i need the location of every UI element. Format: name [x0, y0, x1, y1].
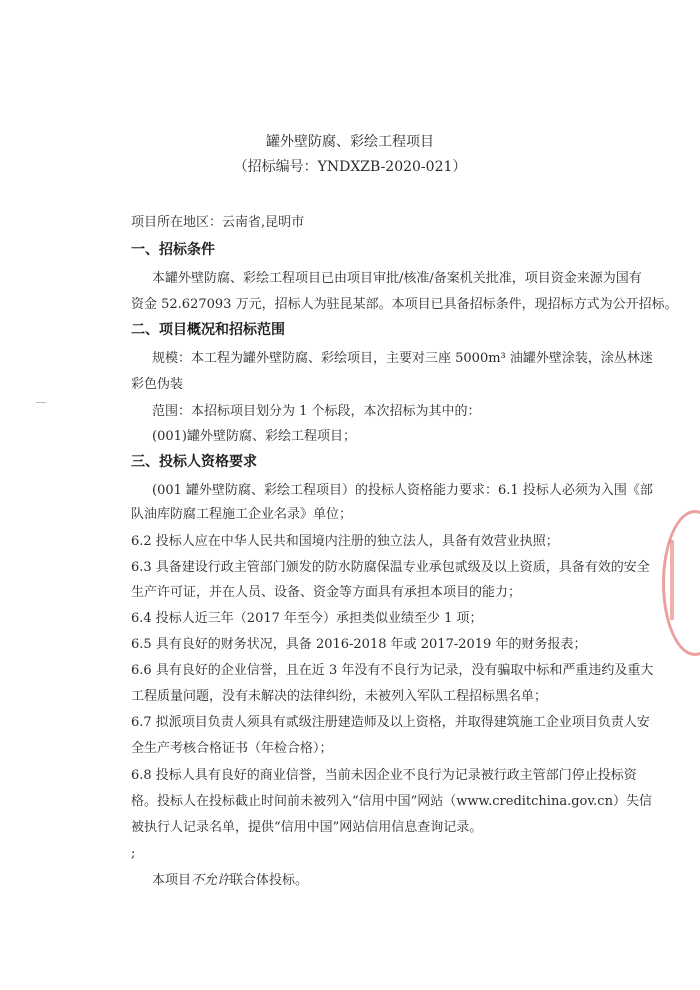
section-1-paragraph-line: 资金 52.627093 万元，招标人为驻昆某部。本项目已具备招标条件，现招标方式为公开招标。 — [131, 297, 678, 312]
consortium-suffix: 联合体投标。 — [230, 873, 309, 888]
red-seal-stamp-detail — [670, 540, 700, 620]
consortium-emphasis: 不允许 — [191, 873, 231, 888]
qualification-6-8-line: 被执行人记录名单，提供“信用中国”网站信用信息查询记录。 — [131, 820, 483, 835]
qualification-6-7-line: 全生产考核合格证书（年检合格）； — [131, 741, 333, 756]
qualification-6-4: 6.4 投标人近三年（2017 年至今）承担类似业绩至少 1 项； — [131, 611, 483, 626]
section-1-heading: 一、招标条件 — [131, 242, 215, 258]
project-location: 项目所在地区：云南省,昆明市 — [131, 215, 305, 230]
consortium-statement — [152, 872, 308, 890]
section-2-scale-line: 规模：本工程为罐外壁防腐、彩绘项目，主要对三座 5000m³ 油罐外壁涂装，涂丛林迷 — [152, 351, 653, 366]
qualification-6-8-line: 6.8 投标人具有良好的商业信誉，当前未因企业不良行为记录被行政主管部门停止投标资 — [131, 768, 637, 783]
qualification-6-7-line: 6.7 拟派项目负责人须具有贰级注册建造师及以上资格，并取得建筑施工企业项目负责人安 — [131, 715, 650, 730]
section-2-scope: 范围：本招标项目划分为 1 个标段，本次招标为其中的： — [152, 404, 481, 419]
qualification-6-3-line: 6.3 具备建设行政主管部门颁发的防水防腐保温专业承包贰级及以上资质，具备有效的安全 — [131, 560, 650, 575]
consortium-prefix: 本项目 — [152, 873, 192, 888]
qualification-6-5: 6.5 具有良好的财务状况，具备 2016-2018 年或 2017-2019 年的财务报表； — [131, 637, 587, 652]
qualification-6-3-line: 生产许可证，并在人员、设备、资金等方面具有承担本项目的能力； — [131, 585, 522, 600]
section-2-scale-line: 彩色伪装 — [131, 377, 184, 392]
scan-mark — [36, 402, 46, 403]
section-3-heading: 三、投标人资格要求 — [131, 454, 257, 470]
qualification-line: 队油库防腐工程施工企业名录》单位； — [131, 507, 353, 522]
qualification-6-8-line: 格。投标人在投标截止时间前未被列入“信用中国”网站（www.creditchina.gov.cn）失信 — [131, 794, 652, 809]
qualification-6-6-line: 6.6 具有良好的企业信誉，且在近 3 年没有不良行为记录，没有骗取中标和严重违约及重大 — [131, 663, 654, 678]
qualification-6-2: 6.2 投标人应在中华人民共和国境内注册的独立法人，具备有效营业执照； — [131, 534, 559, 549]
qualification-line: (001 罐外壁防腐、彩绘工程项目）的投标人资格能力要求：6.1 投标人必须为入围《部 — [152, 483, 653, 498]
tender-number: （招标编号：YNDXZB-2020-021） — [233, 159, 467, 175]
document-title: 罐外壁防腐、彩绘工程项目 — [266, 134, 434, 150]
stray-semicolon: ; — [131, 846, 136, 861]
section-2-heading: 二、项目概况和招标范围 — [131, 322, 285, 338]
section-1-paragraph-line: 本罐外壁防腐、彩绘工程项目已由项目审批/核准/备案机关批准，项目资金来源为国有 — [152, 271, 642, 286]
qualification-6-6-line: 工程质量问题，没有未解决的法律纠纷，未被列入军队工程招标黑名单； — [131, 689, 548, 704]
section-2-lot: (001)罐外壁防腐、彩绘工程项目； — [152, 429, 356, 444]
